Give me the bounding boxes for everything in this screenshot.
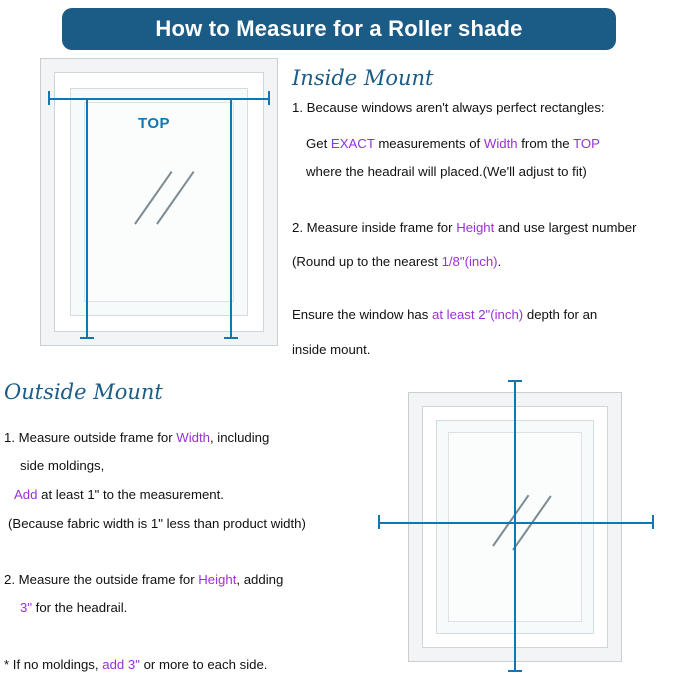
text-measure-outside-frame: 1. Measure outside frame for bbox=[4, 430, 177, 445]
width-measure-end-cap-right bbox=[268, 91, 270, 105]
text-for-the-headrail: for the headrail. bbox=[32, 600, 128, 615]
window-glass bbox=[84, 102, 234, 302]
inside-mount-heading: Inside Mount bbox=[292, 66, 434, 90]
text-each-side: or more to each side. bbox=[139, 657, 268, 672]
width-measure-end-cap-left bbox=[378, 515, 380, 529]
text-if-no-moldings: * If no moldings, bbox=[4, 657, 103, 672]
inside-mount-step2-line1 bbox=[292, 218, 637, 237]
page-title-banner bbox=[62, 8, 616, 50]
height-measure-end-cap-top bbox=[508, 380, 522, 382]
height-measure-end-cap-left bbox=[80, 337, 94, 339]
inside-mount-step2-line2 bbox=[292, 252, 501, 271]
inside-mount-window-figure bbox=[40, 58, 280, 348]
outside-mount-footnote bbox=[4, 655, 267, 674]
inside-mount-step1-line3: where the headrail will placed.(We'll adjust to fit) bbox=[306, 164, 587, 179]
text-adding: , adding bbox=[236, 572, 284, 587]
inside-mount-step1-line2 bbox=[306, 134, 600, 153]
width-measure-end-cap-right bbox=[652, 515, 654, 529]
height-measure-line bbox=[514, 380, 516, 672]
top-label: TOP bbox=[138, 115, 171, 132]
text-at-least-2-inch: at least 2"(inch) bbox=[432, 307, 524, 322]
text-exact: EXACT bbox=[330, 136, 375, 151]
outside-mount-step1-line1 bbox=[4, 428, 269, 447]
height-measure-line-left bbox=[86, 98, 88, 338]
text-height: Height bbox=[198, 572, 237, 587]
text-add: Add bbox=[14, 487, 38, 502]
text-width: Width bbox=[176, 430, 210, 445]
outside-mount-heading: Outside Mount bbox=[4, 380, 163, 404]
text-width: Width bbox=[483, 136, 518, 151]
text-get: Get bbox=[306, 136, 331, 151]
text-period: . bbox=[497, 254, 502, 269]
inside-mount-step1-line1: 1. Because windows aren't always perfect rectangles: bbox=[292, 100, 605, 115]
text-largest-number: and use largest number bbox=[494, 220, 637, 235]
glass-reflection-streak bbox=[156, 171, 194, 225]
text-top: TOP bbox=[573, 136, 600, 151]
text-at-least-1-inch: at least 1" to the measurement. bbox=[37, 487, 224, 502]
text-including: , including bbox=[209, 430, 270, 445]
text-depth-for-an: depth for an bbox=[523, 307, 598, 322]
inside-mount-depth-note-line1 bbox=[292, 305, 597, 324]
text-height: Height bbox=[456, 220, 495, 235]
glass-reflection-streak bbox=[492, 495, 529, 547]
height-measure-end-cap-right bbox=[224, 337, 238, 339]
text-round-up: (Round up to the nearest bbox=[292, 254, 442, 269]
text-add-3-inch: add 3" bbox=[102, 657, 140, 672]
text-measure-inside-frame: 2. Measure inside frame for bbox=[292, 220, 457, 235]
outside-mount-step2-line1 bbox=[4, 570, 283, 589]
width-measure-line bbox=[48, 98, 270, 100]
outside-mount-step1-line3 bbox=[14, 485, 224, 504]
height-measure-line-right bbox=[230, 98, 232, 338]
outside-mount-step1-line4: (Because fabric width is 1" less than product width) bbox=[8, 516, 306, 531]
height-measure-end-cap-bottom bbox=[508, 670, 522, 672]
text-measure-outside-frame-height: 2. Measure the outside frame for bbox=[4, 572, 199, 587]
outside-mount-step1-line2: side moldings, bbox=[20, 458, 105, 473]
width-measure-line bbox=[378, 522, 654, 524]
text-measurements-of: measurements of bbox=[374, 136, 484, 151]
page-title: How to Measure for a Roller shade bbox=[155, 16, 523, 41]
text-three-inch: 3" bbox=[20, 600, 33, 615]
text-from-the: from the bbox=[517, 136, 574, 151]
width-measure-end-cap-left bbox=[48, 91, 50, 105]
inside-mount-depth-note-line2: inside mount. bbox=[292, 342, 371, 357]
glass-reflection-streak bbox=[134, 171, 172, 225]
text-eighth-inch: 1/8"(inch) bbox=[441, 254, 498, 269]
outside-mount-step2-line2 bbox=[20, 598, 127, 617]
text-ensure-window: Ensure the window has bbox=[292, 307, 433, 322]
outside-mount-window-figure bbox=[370, 378, 660, 678]
